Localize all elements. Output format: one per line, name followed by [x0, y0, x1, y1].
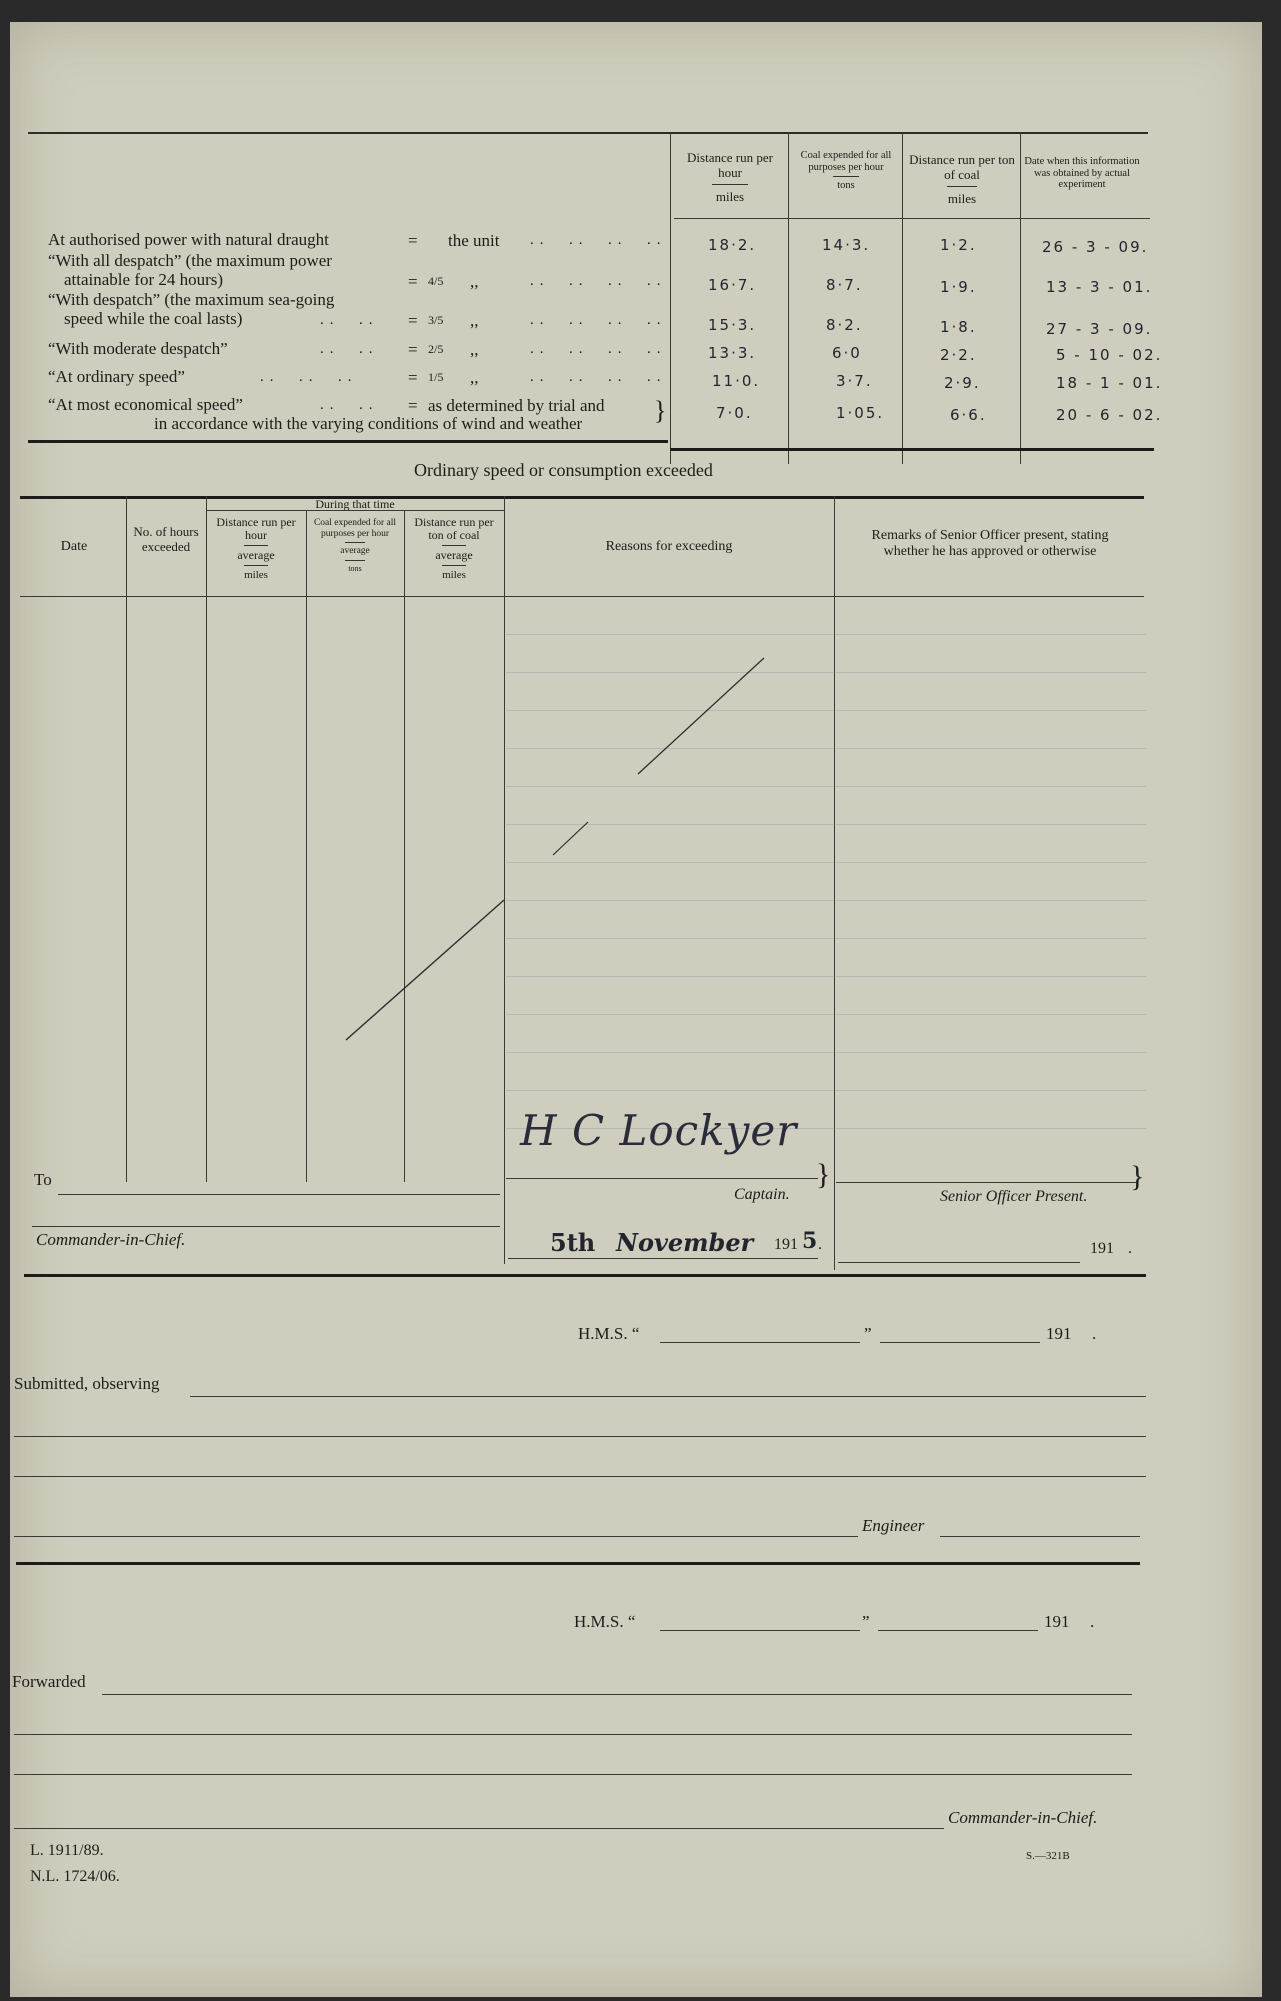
section-title: Ordinary speed or consumption exceeded: [414, 460, 713, 480]
leader-dots: .. .. .. ..: [530, 232, 667, 248]
commander-label: Commander-in-Chief.: [36, 1230, 186, 1249]
row-date: 27 - 3 - 09.: [1046, 320, 1153, 338]
col-date-header: Date: [60, 539, 88, 554]
date-line[interactable]: [878, 1630, 1038, 1631]
row-date: 5 - 10 - 02.: [1056, 346, 1163, 364]
forwarded-line-3[interactable]: [14, 1774, 1132, 1775]
date-year-prefix: 191: [774, 1236, 798, 1253]
brace: }: [1130, 1160, 1145, 1193]
row-label-cont: attainable for 24 hours): [64, 270, 224, 289]
reference-2: N.L. 1724/06.: [30, 1868, 120, 1885]
hms-label: H.M.S. “: [574, 1612, 636, 1631]
leader-dots: .. ..: [320, 397, 379, 413]
col-distance-unit: miles: [244, 569, 268, 581]
row-distance: 7·0.: [716, 404, 753, 422]
submitted-line-3[interactable]: [14, 1476, 1146, 1477]
date-year-suffix: 5: [802, 1228, 818, 1254]
form-page: [10, 22, 1262, 1997]
forwarded-label: Forwarded: [12, 1672, 86, 1691]
row-coal: 8·7.: [826, 276, 863, 294]
row-distance: 11·0.: [712, 372, 761, 390]
row-label: “At most economical speed”: [48, 395, 243, 414]
row-distance: 18·2.: [708, 236, 757, 254]
header-distance-title: Distance run per hour: [687, 150, 773, 180]
row-ditto: ,,: [470, 340, 479, 359]
forwarded-line[interactable]: [102, 1694, 1132, 1695]
row-label-cont: speed while the coal lasts): [64, 309, 243, 328]
row-equals: =: [408, 231, 418, 250]
row-per-ton: 6·6.: [950, 406, 987, 424]
row-coal: 8·2.: [826, 316, 863, 334]
forwarded-line-4[interactable]: [14, 1828, 944, 1829]
row-distance: 16·7.: [708, 276, 757, 294]
ship-name-line[interactable]: [660, 1630, 860, 1631]
row-ditto: ,,: [470, 368, 479, 387]
form-code: S.—321B: [1026, 1850, 1070, 1862]
submitted-label: Submitted, observing: [14, 1374, 160, 1393]
row-label-cont: in accordance with the varying conditions of wind and weather: [154, 414, 583, 433]
row-equals: =: [408, 396, 418, 415]
submitted-line-4[interactable]: [14, 1536, 858, 1537]
brace: }: [816, 1158, 831, 1191]
leader-dots: .. .. .. ..: [530, 273, 667, 289]
col-per-ton-unit: miles: [442, 569, 466, 581]
row-per-ton: 1·2.: [940, 236, 977, 254]
submitted-line[interactable]: [190, 1396, 1146, 1397]
row-label: “With all despatch” (the maximum power: [48, 251, 332, 270]
strike-through-line: [10, 22, 1262, 1222]
brace: }: [654, 396, 667, 425]
hms-label: H.M.S. “: [578, 1324, 640, 1343]
row-date: 18 - 1 - 01.: [1056, 374, 1163, 392]
row-equals: =: [408, 311, 418, 330]
captain-signature: H C Lockyer: [520, 1106, 798, 1155]
leader-dots: .. ..: [320, 341, 379, 357]
close-quote: ”: [862, 1612, 870, 1631]
row-per-ton: 2·9.: [944, 374, 981, 392]
row-date: 26 - 3 - 09.: [1042, 238, 1149, 256]
close-quote: ”: [864, 1324, 872, 1343]
row-per-ton: 2·2.: [940, 346, 977, 364]
hms-period: .: [1092, 1324, 1097, 1343]
header-date-title: Date when this information was obtained by actual experiment: [1024, 156, 1140, 190]
leader-dots: .. .. .. ..: [530, 341, 667, 357]
section-divider: [24, 1274, 1146, 1277]
captain-label: Captain.: [734, 1186, 790, 1203]
col-coal-sub: average: [340, 546, 370, 556]
row-ratio: the unit: [448, 231, 500, 250]
col-hours-header: No. of hours exceeded: [133, 524, 199, 554]
leader-dots: .. .. ..: [260, 369, 358, 385]
hms-year: 191: [1046, 1324, 1072, 1343]
row-distance: 13·3.: [708, 344, 757, 362]
row-ditto: ,,: [470, 311, 479, 330]
row-ratio: 1/5: [428, 370, 444, 384]
senior-year: 191: [1090, 1240, 1114, 1257]
to-label: To: [34, 1170, 52, 1189]
date-line[interactable]: [880, 1342, 1040, 1343]
row-distance: 15·3.: [708, 316, 757, 334]
engineer-label: Engineer: [862, 1516, 925, 1535]
date-month: November: [616, 1228, 754, 1257]
col-distance-title: Distance run per hour: [216, 515, 296, 542]
row-equals: =: [408, 272, 418, 291]
header-per-ton-title: Distance run per ton of coal: [909, 152, 1015, 182]
row-ratio: 3/5: [428, 313, 444, 327]
captain-line[interactable]: [506, 1178, 818, 1179]
row-equals: =: [408, 340, 418, 359]
header-distance-unit: miles: [715, 189, 745, 204]
col-per-ton-sub: average: [435, 548, 473, 562]
senior-officer-label: Senior Officer Present.: [940, 1188, 1088, 1205]
col-per-ton-title: Distance run per ton of coal: [414, 515, 494, 542]
col-distance-sub: average: [237, 548, 275, 562]
row-per-ton: 1·8.: [940, 318, 977, 336]
date-day: 5th: [550, 1228, 596, 1257]
leader-dots: .. ..: [320, 312, 379, 328]
row-equals: =: [408, 368, 418, 387]
row-coal: 3·7.: [836, 372, 873, 390]
row-label: At authorised power with natural draught: [48, 230, 329, 249]
row-coal: 14·3.: [822, 236, 871, 254]
forwarded-line-2[interactable]: [14, 1734, 1132, 1735]
reference-1: L. 1911/89.: [30, 1842, 104, 1859]
date-line[interactable]: [508, 1258, 818, 1259]
row-ratio: 4/5: [428, 274, 444, 288]
commander-label-2: Commander-in-Chief.: [948, 1808, 1098, 1827]
row-date: 20 - 6 - 02.: [1056, 406, 1163, 424]
engineer-line[interactable]: [940, 1536, 1140, 1537]
header-coal-title: Coal expended for all purposes per hour: [800, 150, 892, 173]
header-per-ton-unit: miles: [947, 191, 977, 206]
section-divider: [16, 1562, 1140, 1565]
header-coal-unit: tons: [837, 180, 855, 191]
row-per-ton: 1·9.: [940, 278, 977, 296]
col-coal-unit: tons: [348, 563, 362, 573]
senior-line[interactable]: [836, 1182, 1136, 1183]
row-label: “With moderate despatch”: [48, 339, 228, 358]
col-reasons-header: Reasons for exceeding: [605, 539, 733, 554]
col-coal-title: Coal expended for all purposes per hour: [313, 518, 397, 539]
date-period: .: [818, 1236, 822, 1253]
during-label: During that time: [315, 497, 395, 511]
senior-period: .: [1128, 1240, 1132, 1257]
leader-dots: .. .. .. ..: [530, 369, 667, 385]
row-ratio: as determined by trial and: [428, 396, 605, 415]
row-label: “At ordinary speed”: [48, 367, 185, 386]
submitted-line-2[interactable]: [14, 1436, 1146, 1437]
row-ratio: 2/5: [428, 342, 444, 356]
to-line-2[interactable]: [32, 1226, 500, 1227]
hms-period: .: [1090, 1612, 1095, 1631]
row-label: “With despatch” (the maximum sea-going: [48, 290, 335, 309]
row-coal: 1·05.: [836, 404, 885, 422]
col-remarks-header: Remarks of Senior Officer present, stating whether he has approved or otherwise: [871, 528, 1109, 559]
row-ditto: ,,: [470, 272, 479, 291]
row-coal: 6·0: [832, 344, 862, 362]
hms-year: 191: [1044, 1612, 1070, 1631]
row-date: 13 - 3 - 01.: [1046, 278, 1153, 296]
leader-dots: .. .. .. ..: [530, 312, 667, 328]
senior-date-line[interactable]: [838, 1262, 1080, 1263]
to-line[interactable]: [58, 1194, 500, 1195]
ship-name-line[interactable]: [660, 1342, 860, 1343]
